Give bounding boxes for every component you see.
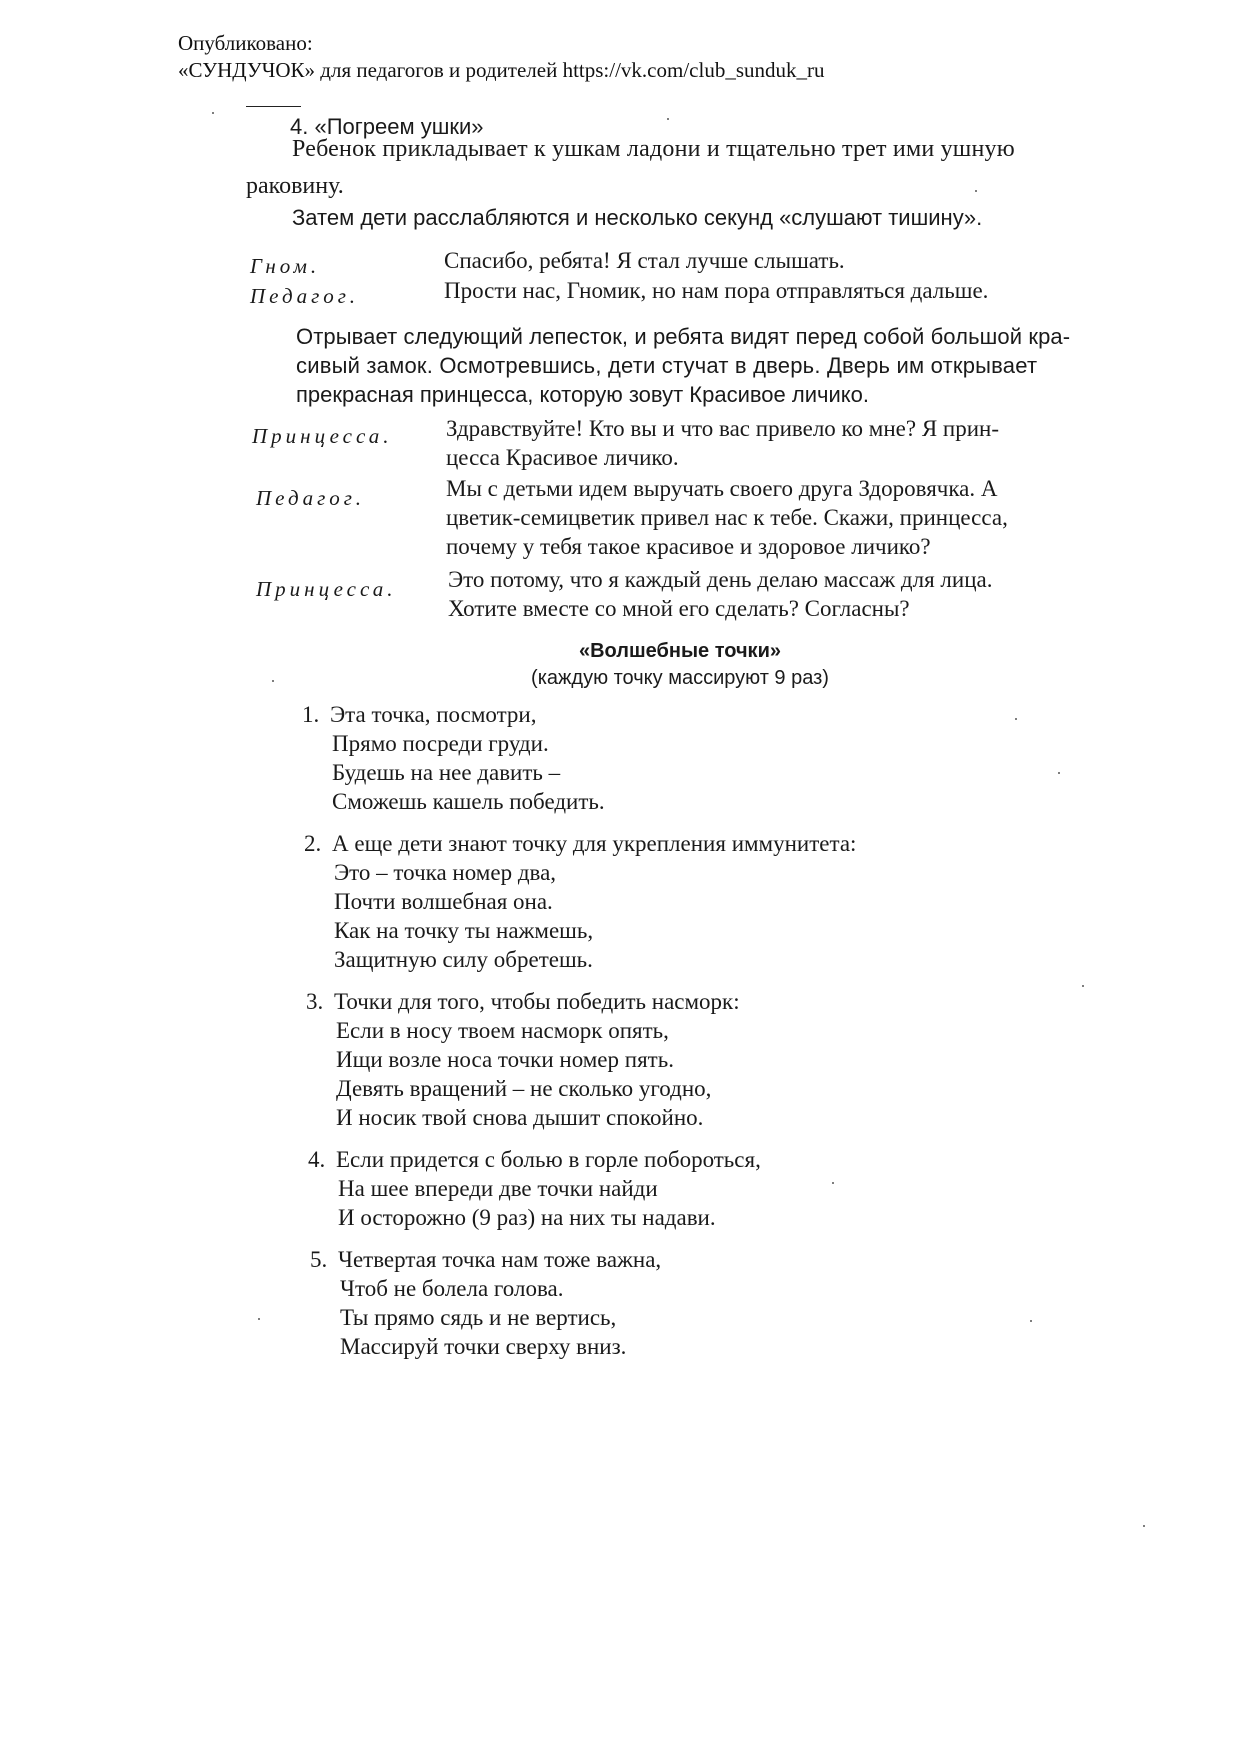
princess2-line2: Хотите вместе со мной его сделать? Согласны? [448, 596, 910, 621]
divider-rule [246, 106, 301, 107]
scan-speck [1082, 985, 1084, 987]
item-3-line3: Ищи возле носа точки номер пять. [336, 1047, 674, 1072]
scan-speck [258, 1318, 260, 1320]
scan-speck [1015, 718, 1017, 720]
scan-speck [212, 112, 214, 114]
speaker-gnome: Гном. [250, 254, 321, 278]
teacher2-line3: почему у тебя такое красивое и здоровое личико? [446, 534, 931, 559]
narration-line1: Отрывает следующий лепесток, и ребята видят перед собой большой кра- [296, 324, 1071, 349]
published-label: Опубликовано: [178, 31, 313, 55]
item-1-line2: Прямо посреди груди. [332, 731, 549, 756]
item-2-line3: Почти волшебная она. [334, 889, 553, 914]
item-2-line2: Это – точка номер два, [334, 860, 557, 885]
exercise-4-title: 4. «Погреем ушки» [290, 114, 484, 139]
item-3-line1: Точки для того, чтобы победить насморк: [334, 989, 740, 1014]
item-3-number: 3. [306, 989, 324, 1014]
item-5-number: 5. [310, 1247, 328, 1272]
item-5-line4: Массируй точки сверху вниз. [340, 1334, 627, 1359]
item-3-line4: Девять вращений – не сколько угодно, [336, 1076, 712, 1101]
teacher2-line2: цветик-семицветик привел нас к тебе. Скажи, принцесса, [446, 505, 1008, 530]
item-1-line1: Эта точка, посмотри, [330, 702, 537, 727]
speaker-teacher: Педагог. [250, 284, 359, 308]
item-2-line5: Защитную силу обретешь. [334, 947, 593, 972]
item-2-line1: А еще дети знают точку для укрепления иммунитета: [332, 831, 857, 856]
exercise-4-text-relax: Затем дети расслабляются и несколько секунд «слушают тишину». [292, 205, 983, 230]
item-2-line4: Как на точку ты нажмешь, [334, 918, 594, 943]
teacher-line: Прости нас, Гномик, но нам пора отправляться дальше. [444, 278, 989, 303]
princess2-line1: Это потому, что я каждый день делаю массаж для лица. [448, 567, 993, 592]
item-5-line3: Ты прямо сядь и не вертись, [340, 1305, 617, 1330]
princess-line1: Здравствуйте! Кто вы и что вас привело ко мне? Я прин- [446, 416, 1000, 441]
massage-title: «Волшебные точки» [578, 640, 781, 662]
item-4-line2: На шее впереди две точки найди [338, 1176, 658, 1201]
item-4-line3: И осторожно (9 раз) на них ты надави. [338, 1205, 716, 1230]
scan-speck [1058, 772, 1060, 774]
princess-line2: цесса Красивое личико. [446, 445, 679, 470]
teacher2-line1: Мы с детьми идем выручать своего друга Здоровячка. А [446, 476, 998, 501]
scan-speck [975, 190, 977, 192]
published-source: «СУНДУЧОК» для педагогов и родителей https://vk.com/club_sunduk_ru [178, 58, 825, 82]
massage-subtitle: (каждую точку массируют 9 раз) [531, 667, 829, 689]
scan-speck [667, 118, 669, 120]
exercise-4-text-line1: Ребенок прикладывает к ушкам ладони и тщательно трет ими ушную [292, 136, 1015, 162]
scan-speck [832, 1182, 834, 1184]
item-1-line3: Будешь на нее давить – [332, 760, 561, 785]
narration-line2: сивый замок. Осмотревшись, дети стучат в дверь. Дверь им открывает [296, 353, 1038, 378]
item-3-line2: Если в носу твоем насморк опять, [336, 1018, 669, 1043]
item-4-line1: Если придется с болью в горле побороться, [336, 1147, 761, 1172]
item-3-line5: И носик твой снова дышит спокойно. [336, 1105, 704, 1130]
gnome-line: Спасибо, ребята! Я стал лучше слышать. [444, 248, 845, 273]
scan-speck [1143, 1525, 1145, 1527]
publication-note [178, 30, 825, 84]
scan-speck [1030, 1320, 1032, 1322]
scan-speck [272, 680, 274, 682]
speaker-princess: Принцесса. [252, 424, 393, 448]
item-1-number: 1. [302, 702, 320, 727]
item-1-line4: Сможешь кашель победить. [332, 789, 605, 814]
item-4-number: 4. [308, 1147, 326, 1172]
item-2-number: 2. [304, 831, 322, 856]
speaker-princess-2: Принцесса. [256, 577, 397, 601]
exercise-4-text-line2: раковину. [246, 173, 344, 199]
speaker-teacher-2: Педагог. [256, 486, 365, 510]
item-5-line2: Чтоб не болела голова. [340, 1276, 564, 1301]
item-5-line1: Четвертая точка нам тоже важна, [338, 1247, 662, 1272]
narration-line3: прекрасная принцесса, которую зовут Красивое личико. [296, 382, 869, 407]
